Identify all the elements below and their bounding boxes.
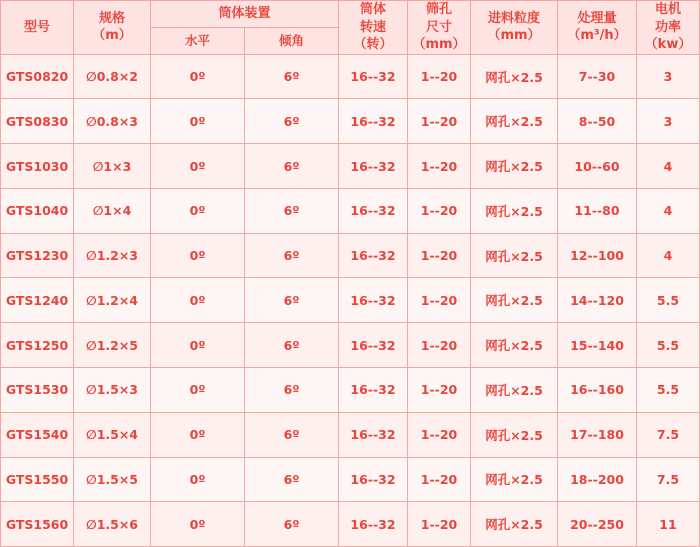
cell-power: 5.5 [637, 368, 700, 413]
cell-speed: 16--32 [339, 323, 408, 368]
cell-speed: 16--32 [339, 99, 408, 144]
cell-capacity: 15--140 [558, 323, 637, 368]
cell-incline: 6º [245, 99, 339, 144]
cell-model: GTS1250 [1, 323, 74, 368]
cell-mesh: 1--20 [408, 278, 471, 323]
cell-power: 5.5 [637, 278, 700, 323]
table-row [1, 457, 700, 502]
cell-speed: 16--32 [339, 457, 408, 502]
header-row-top [1, 1, 700, 28]
cell-incline: 6º [245, 368, 339, 413]
cell-horizontal: 0º [151, 368, 245, 413]
cell-speed: 16--32 [339, 54, 408, 99]
header-power [637, 1, 700, 55]
table-row [1, 54, 700, 99]
header-incline: 倾角 [245, 28, 339, 54]
cell-horizontal: 0º [151, 233, 245, 278]
table-row [1, 99, 700, 144]
header-barrel-device: 筒体装置 [151, 1, 339, 28]
header-spec-line1: 规格 [98, 10, 125, 26]
header-capacity [558, 1, 637, 55]
cell-feed-size: 网孔×2.5 [471, 502, 558, 547]
cell-model: GTS1030 [1, 144, 74, 189]
header-speed [339, 1, 408, 55]
cell-model: GTS0830 [1, 99, 74, 144]
cell-capacity: 7--30 [558, 54, 637, 99]
cell-mesh: 1--20 [408, 457, 471, 502]
cell-capacity: 12--100 [558, 233, 637, 278]
header-horizontal: 水平 [151, 28, 245, 54]
header-speed-line3: （转） [353, 37, 393, 53]
header-speed-line2: 转速 [359, 19, 386, 35]
cell-power: 11 [637, 502, 700, 547]
cell-model: GTS0820 [1, 54, 74, 99]
cell-model: GTS1530 [1, 368, 74, 413]
header-mesh-line2: 尺寸 [425, 19, 452, 35]
cell-feed-size: 网孔×2.5 [471, 99, 558, 144]
cell-power: 5.5 [637, 323, 700, 368]
cell-mesh: 1--20 [408, 368, 471, 413]
header-power-line3: （kw） [644, 37, 692, 53]
cell-model: GTS1230 [1, 233, 74, 278]
cell-horizontal: 0º [151, 278, 245, 323]
cell-capacity: 8--50 [558, 99, 637, 144]
cell-spec: ∅1.5×5 [74, 457, 151, 502]
cell-power: 7.5 [637, 457, 700, 502]
cell-spec: ∅1.5×3 [74, 368, 151, 413]
cell-horizontal: 0º [151, 188, 245, 233]
cell-power: 4 [637, 188, 700, 233]
header-model: 型号 [1, 1, 74, 55]
cell-capacity: 20--250 [558, 502, 637, 547]
cell-mesh: 1--20 [408, 54, 471, 99]
cell-horizontal: 0º [151, 99, 245, 144]
cell-model: GTS1560 [1, 502, 74, 547]
table-row [1, 233, 700, 278]
header-feed-size [471, 1, 558, 55]
cell-horizontal: 0º [151, 412, 245, 457]
cell-horizontal: 0º [151, 457, 245, 502]
cell-incline: 6º [245, 323, 339, 368]
cell-horizontal: 0º [151, 502, 245, 547]
cell-capacity: 11--80 [558, 188, 637, 233]
cell-speed: 16--32 [339, 502, 408, 547]
cell-feed-size: 网孔×2.5 [471, 144, 558, 189]
header-mesh [408, 1, 471, 55]
header-capacity-line2: （m³/h） [567, 28, 627, 44]
cell-mesh: 1--20 [408, 188, 471, 233]
cell-mesh: 1--20 [408, 412, 471, 457]
cell-power: 3 [637, 54, 700, 99]
cell-incline: 6º [245, 188, 339, 233]
table-header [1, 1, 700, 55]
header-power-line2: 功率 [654, 19, 681, 35]
cell-feed-size: 网孔×2.5 [471, 54, 558, 99]
cell-mesh: 1--20 [408, 233, 471, 278]
header-feed-line2: （mm） [487, 28, 541, 44]
cell-spec: ∅1.2×4 [74, 278, 151, 323]
cell-model: GTS1550 [1, 457, 74, 502]
table-row [1, 278, 700, 323]
cell-speed: 16--32 [339, 188, 408, 233]
cell-feed-size: 网孔×2.5 [471, 368, 558, 413]
cell-capacity: 17--180 [558, 412, 637, 457]
table-body [1, 54, 700, 547]
cell-spec: ∅1×3 [74, 144, 151, 189]
cell-incline: 6º [245, 144, 339, 189]
cell-capacity: 18--200 [558, 457, 637, 502]
cell-incline: 6º [245, 54, 339, 99]
cell-spec: ∅1.5×4 [74, 412, 151, 457]
cell-capacity: 10--60 [558, 144, 637, 189]
cell-feed-size: 网孔×2.5 [471, 278, 558, 323]
cell-mesh: 1--20 [408, 144, 471, 189]
table-row [1, 368, 700, 413]
cell-feed-size: 网孔×2.5 [471, 188, 558, 233]
cell-capacity: 14--120 [558, 278, 637, 323]
cell-spec: ∅0.8×3 [74, 99, 151, 144]
cell-speed: 16--32 [339, 233, 408, 278]
cell-spec: ∅1.2×5 [74, 323, 151, 368]
header-mesh-line1: 筛孔 [425, 2, 452, 17]
header-power-line1: 电机 [654, 2, 681, 17]
cell-incline: 6º [245, 233, 339, 278]
cell-mesh: 1--20 [408, 99, 471, 144]
cell-feed-size: 网孔×2.5 [471, 457, 558, 502]
cell-feed-size: 网孔×2.5 [471, 412, 558, 457]
header-mesh-line3: （mm） [412, 37, 466, 53]
header-feed-line1: 进料粒度 [487, 10, 540, 26]
header-speed-line1: 筒体 [359, 2, 386, 17]
cell-capacity: 16--160 [558, 368, 637, 413]
cell-model: GTS1240 [1, 278, 74, 323]
cell-spec: ∅1.2×3 [74, 233, 151, 278]
cell-spec: ∅1.5×6 [74, 502, 151, 547]
cell-spec: ∅1×4 [74, 188, 151, 233]
cell-incline: 6º [245, 502, 339, 547]
cell-incline: 6º [245, 278, 339, 323]
table-row [1, 188, 700, 233]
cell-mesh: 1--20 [408, 323, 471, 368]
table-row [1, 323, 700, 368]
cell-model: GTS1540 [1, 412, 74, 457]
table-row [1, 502, 700, 547]
cell-speed: 16--32 [339, 278, 408, 323]
cell-incline: 6º [245, 412, 339, 457]
cell-power: 7.5 [637, 412, 700, 457]
cell-speed: 16--32 [339, 412, 408, 457]
cell-incline: 6º [245, 457, 339, 502]
table-row [1, 412, 700, 457]
header-capacity-line1: 处理量 [577, 10, 617, 26]
cell-spec: ∅0.8×2 [74, 54, 151, 99]
cell-speed: 16--32 [339, 368, 408, 413]
header-spec-line2: （m） [92, 28, 132, 44]
cell-speed: 16--32 [339, 144, 408, 189]
cell-feed-size: 网孔×2.5 [471, 233, 558, 278]
header-spec [74, 1, 151, 55]
table-row [1, 144, 700, 189]
cell-feed-size: 网孔×2.5 [471, 323, 558, 368]
cell-mesh: 1--20 [408, 502, 471, 547]
cell-horizontal: 0º [151, 323, 245, 368]
cell-horizontal: 0º [151, 144, 245, 189]
cell-model: GTS1040 [1, 188, 74, 233]
cell-power: 3 [637, 99, 700, 144]
cell-power: 4 [637, 233, 700, 278]
cell-horizontal: 0º [151, 54, 245, 99]
cell-power: 4 [637, 144, 700, 189]
